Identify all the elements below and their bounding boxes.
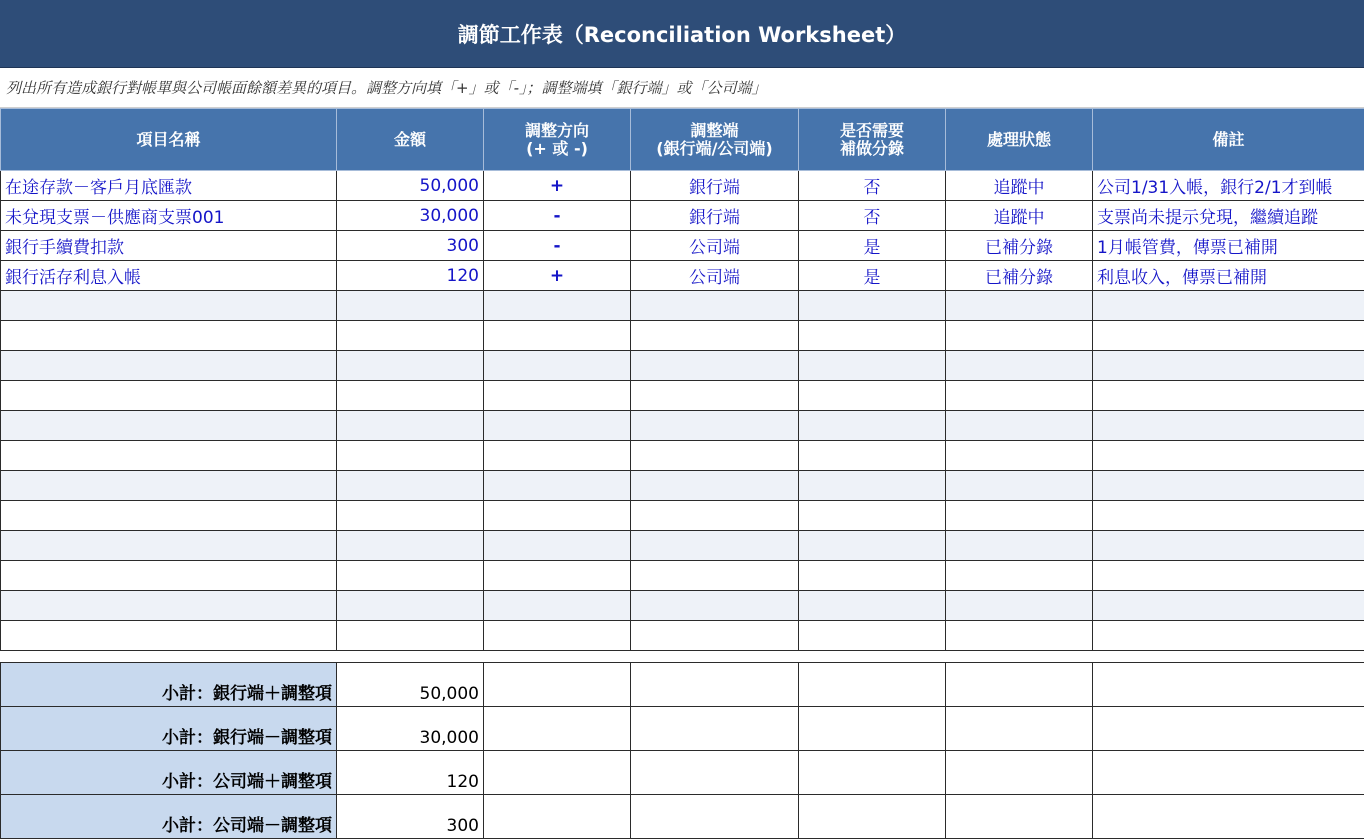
cell-status[interactable]: 追蹤中 <box>946 201 1093 231</box>
cell-amount[interactable]: 300 <box>337 231 484 261</box>
empty-cell[interactable] <box>337 381 484 411</box>
empty-cell[interactable] <box>631 291 799 321</box>
empty-cell[interactable] <box>946 351 1093 381</box>
empty-cell[interactable] <box>1093 501 1364 531</box>
empty-cell[interactable] <box>946 531 1093 561</box>
empty-cell[interactable] <box>631 795 799 839</box>
header-status[interactable]: 處理狀態 <box>946 109 1093 171</box>
empty-cell[interactable] <box>484 471 631 501</box>
empty-cell[interactable] <box>631 707 799 751</box>
cell-amount[interactable]: 30,000 <box>337 201 484 231</box>
empty-cell[interactable] <box>799 441 946 471</box>
cell-item-name[interactable]: 在途存款－客戶月底匯款 <box>1 171 337 201</box>
header-note[interactable]: 備註 <box>1093 109 1364 171</box>
empty-cell[interactable] <box>1093 411 1364 441</box>
empty-row <box>1 291 1364 321</box>
empty-cell[interactable] <box>1 531 337 561</box>
cell-status[interactable]: 已補分錄 <box>946 261 1093 291</box>
empty-cell[interactable] <box>946 707 1093 751</box>
empty-cell[interactable] <box>1093 441 1364 471</box>
empty-cell[interactable] <box>337 321 484 351</box>
empty-row <box>1 381 1364 411</box>
empty-cell[interactable] <box>799 591 946 621</box>
empty-cell[interactable] <box>1 501 337 531</box>
empty-cell[interactable] <box>946 591 1093 621</box>
empty-cell[interactable] <box>799 501 946 531</box>
cell-direction[interactable]: - <box>484 201 631 231</box>
empty-row <box>1 531 1364 561</box>
empty-cell[interactable] <box>799 707 946 751</box>
subtotal-row <box>1 663 1364 707</box>
cell-side[interactable]: 銀行端 <box>631 201 799 231</box>
table-row <box>1 201 1364 231</box>
empty-cell[interactable] <box>1 321 337 351</box>
empty-cell[interactable] <box>1093 381 1364 411</box>
empty-cell[interactable] <box>1093 351 1364 381</box>
empty-cell[interactable] <box>1093 751 1364 795</box>
header-entry-needed[interactable]: 是否需要 補做分錄 <box>799 109 946 171</box>
empty-cell[interactable] <box>946 471 1093 501</box>
empty-cell[interactable] <box>484 591 631 621</box>
empty-cell[interactable] <box>337 411 484 441</box>
cell-note[interactable]: 公司1/31入帳，銀行2/1才到帳 <box>1093 171 1364 201</box>
cell-note[interactable]: 利息收入，傳票已補開 <box>1093 261 1364 291</box>
empty-cell[interactable] <box>337 291 484 321</box>
empty-cell[interactable] <box>631 471 799 501</box>
header-direction[interactable]: 調整方向 (+ 或 -) <box>484 109 631 171</box>
empty-cell[interactable] <box>799 561 946 591</box>
empty-cell[interactable] <box>799 351 946 381</box>
empty-row <box>1 501 1364 531</box>
empty-row <box>1 351 1364 381</box>
empty-cell[interactable] <box>1 351 337 381</box>
cell-item-name[interactable]: 銀行手續費扣款 <box>1 231 337 261</box>
empty-row <box>1 441 1364 471</box>
empty-cell[interactable] <box>1093 707 1364 751</box>
cell-side[interactable]: 公司端 <box>631 261 799 291</box>
sheet-title: 調節工作表（Reconciliation Worksheet） <box>0 0 1364 68</box>
empty-cell[interactable] <box>337 621 484 651</box>
empty-cell[interactable] <box>1093 531 1364 561</box>
empty-cell[interactable] <box>484 795 631 839</box>
empty-cell[interactable] <box>946 561 1093 591</box>
empty-cell[interactable] <box>799 411 946 441</box>
subtotal-label: 小計：公司端＋調整項 <box>1 751 337 795</box>
empty-cell[interactable] <box>484 621 631 651</box>
cell-entry-needed[interactable]: 否 <box>799 201 946 231</box>
empty-cell[interactable] <box>631 751 799 795</box>
empty-cell[interactable] <box>631 381 799 411</box>
cell-direction[interactable]: + <box>484 171 631 201</box>
empty-cell[interactable] <box>484 531 631 561</box>
empty-cell[interactable] <box>799 381 946 411</box>
cell-status[interactable]: 已補分錄 <box>946 231 1093 261</box>
empty-cell[interactable] <box>946 321 1093 351</box>
empty-cell[interactable] <box>1 471 337 501</box>
subtotal-row <box>1 795 1364 839</box>
empty-cell[interactable] <box>946 795 1093 839</box>
subtotal-value[interactable]: 120 <box>337 751 484 795</box>
empty-cell[interactable] <box>1 291 337 321</box>
reconciliation-table <box>0 108 1364 839</box>
cell-side[interactable]: 公司端 <box>631 231 799 261</box>
empty-cell[interactable] <box>946 663 1093 707</box>
empty-cell[interactable] <box>799 291 946 321</box>
empty-cell[interactable] <box>1093 621 1364 651</box>
header-item-name[interactable]: 項目名稱 <box>1 109 337 171</box>
cell-entry-needed[interactable]: 否 <box>799 171 946 201</box>
empty-cell[interactable] <box>1093 795 1364 839</box>
cell-direction[interactable]: + <box>484 261 631 291</box>
empty-cell[interactable] <box>337 471 484 501</box>
instruction-text: 列出所有造成銀行對帳單與公司帳面餘額差異的項目。調整方向填「+」或「-」；調整端填「銀行端」或「公司端」 <box>0 68 1364 108</box>
subtotal-value[interactable]: 30,000 <box>337 707 484 751</box>
empty-cell[interactable] <box>484 291 631 321</box>
empty-cell[interactable] <box>484 707 631 751</box>
subtotal-row <box>1 707 1364 751</box>
empty-cell[interactable] <box>337 591 484 621</box>
empty-cell[interactable] <box>1 591 337 621</box>
empty-cell[interactable] <box>1093 663 1364 707</box>
empty-cell[interactable] <box>799 531 946 561</box>
empty-cell[interactable] <box>484 411 631 441</box>
empty-cell[interactable] <box>799 621 946 651</box>
empty-cell[interactable] <box>1093 561 1364 591</box>
empty-cell[interactable] <box>337 351 484 381</box>
subtotal-label: 小計：公司端－調整項 <box>1 795 337 839</box>
cell-amount[interactable]: 120 <box>337 261 484 291</box>
subtotal-value[interactable]: 50,000 <box>337 663 484 707</box>
empty-cell[interactable] <box>484 663 631 707</box>
empty-cell[interactable] <box>484 321 631 351</box>
cell-entry-needed[interactable]: 是 <box>799 261 946 291</box>
header-side[interactable]: 調整端 (銀行端/公司端) <box>631 109 799 171</box>
header-amount[interactable]: 金額 <box>337 109 484 171</box>
empty-cell[interactable] <box>1093 471 1364 501</box>
empty-cell[interactable] <box>946 381 1093 411</box>
empty-cell[interactable] <box>799 751 946 795</box>
empty-cell[interactable] <box>1 441 337 471</box>
empty-cell[interactable] <box>337 441 484 471</box>
empty-cell[interactable] <box>1093 321 1364 351</box>
empty-cell[interactable] <box>946 751 1093 795</box>
empty-cell[interactable] <box>1093 591 1364 621</box>
empty-cell[interactable] <box>484 441 631 471</box>
empty-cell[interactable] <box>631 411 799 441</box>
empty-cell[interactable] <box>1 411 337 441</box>
empty-cell[interactable] <box>799 471 946 501</box>
empty-cell[interactable] <box>946 621 1093 651</box>
table-row <box>1 261 1364 291</box>
cell-direction[interactable]: - <box>484 231 631 261</box>
empty-cell[interactable] <box>631 621 799 651</box>
empty-cell[interactable] <box>337 501 484 531</box>
empty-cell[interactable] <box>337 561 484 591</box>
empty-cell[interactable] <box>337 531 484 561</box>
empty-row <box>1 411 1364 441</box>
cell-status[interactable]: 追蹤中 <box>946 171 1093 201</box>
empty-cell[interactable] <box>631 531 799 561</box>
empty-cell[interactable] <box>631 321 799 351</box>
cell-item-name[interactable]: 銀行活存利息入帳 <box>1 261 337 291</box>
empty-cell[interactable] <box>946 411 1093 441</box>
cell-note[interactable]: 1月帳管費，傳票已補開 <box>1093 231 1364 261</box>
empty-cell[interactable] <box>1 561 337 591</box>
cell-note[interactable]: 支票尚未提示兌現，繼續追蹤 <box>1093 201 1364 231</box>
cell-entry-needed[interactable]: 是 <box>799 231 946 261</box>
subtotal-row <box>1 751 1364 795</box>
empty-cell[interactable] <box>631 441 799 471</box>
empty-cell[interactable] <box>799 663 946 707</box>
empty-cell[interactable] <box>631 663 799 707</box>
subtotal-label: 小計：銀行端－調整項 <box>1 707 337 751</box>
empty-cell[interactable] <box>631 501 799 531</box>
cell-amount[interactable]: 50,000 <box>337 171 484 201</box>
table-row <box>1 231 1364 261</box>
empty-row <box>1 471 1364 501</box>
empty-cell[interactable] <box>799 795 946 839</box>
spacer-row <box>1 651 1364 663</box>
empty-row <box>1 621 1364 651</box>
empty-cell[interactable] <box>484 351 631 381</box>
subtotal-value[interactable]: 300 <box>337 795 484 839</box>
empty-cell[interactable] <box>631 591 799 621</box>
empty-row <box>1 561 1364 591</box>
empty-cell[interactable] <box>799 321 946 351</box>
empty-cell[interactable] <box>946 291 1093 321</box>
subtotal-label: 小計：銀行端＋調整項 <box>1 663 337 707</box>
spacer-cell <box>1 651 1364 663</box>
header-row <box>1 109 1364 171</box>
empty-cell[interactable] <box>631 561 799 591</box>
table-row <box>1 171 1364 201</box>
empty-cell[interactable] <box>1 621 337 651</box>
cell-item-name[interactable]: 未兌現支票－供應商支票001 <box>1 201 337 231</box>
empty-cell[interactable] <box>484 381 631 411</box>
empty-row <box>1 321 1364 351</box>
cell-side[interactable]: 銀行端 <box>631 171 799 201</box>
empty-cell[interactable] <box>1 381 337 411</box>
empty-cell[interactable] <box>484 751 631 795</box>
empty-cell[interactable] <box>946 441 1093 471</box>
empty-cell[interactable] <box>631 351 799 381</box>
empty-cell[interactable] <box>1093 291 1364 321</box>
empty-cell[interactable] <box>946 501 1093 531</box>
empty-row <box>1 591 1364 621</box>
empty-cell[interactable] <box>484 501 631 531</box>
empty-cell[interactable] <box>484 561 631 591</box>
